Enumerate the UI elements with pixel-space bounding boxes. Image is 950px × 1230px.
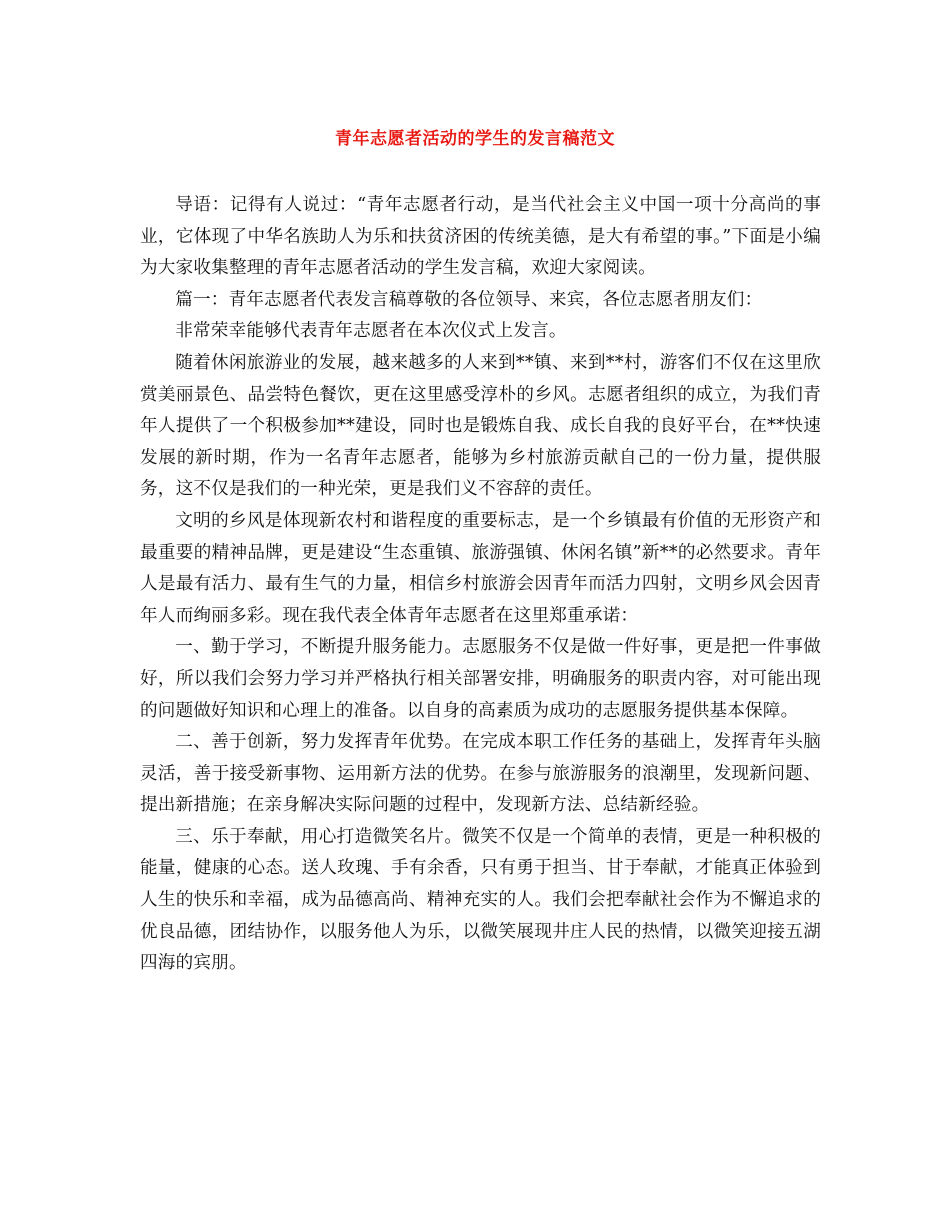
document-title: 青年志愿者活动的学生的发言稿范文 [335,129,615,149]
paragraph-pledge-two: 二、善于创新，努力发挥青年优势。在完成本职工作任务的基础上，发挥青年头脑灵活，善于接受新事物、运用新方法的优势。在参与旅游服务的浪潮里，发现新问题、提出新措施；在亲身解决实际问题的过程中，发现新方法、总结新经验。 [140,732,821,816]
paragraph-civilization: 文明的乡风是体现新农村和谐程度的重要标志，是一个乡镇最有价值的无形资产和最重要的精神品牌，更是建设“生态重镇、旅游强镇、休闲名镇”新**的必然要求。青年人是最有活力、最有生气的力量，相信乡村旅游会因青年而活力四射，文明乡风会因青年人而绚丽多彩。现在我代表全体青年志愿者在这里郑重承诺： [140,510,821,626]
paragraph-tourism: 随着休闲旅游业的发展，越来越多的人来到**镇、来到**村，游客们不仅在这里欣赏美丽景色、品尝特色餐饮，更在这里感受淳朴的乡风。志愿者组织的成立，为我们青年人提供了一个积极参加**建设，同时也是锻炼自我、成长自我的良好平台，在**快速发展的新时期，作为一名青年志愿者，能够为乡村旅游贡献自己的一份力量，提供服务，这不仅是我们的一种光荣，更是我们义不容辞的责任。 [140,352,821,500]
paragraph-opening: 非常荣幸能够代表青年志愿者在本次仪式上发言。 [175,321,567,342]
paragraph-pledge-three: 三、乐于奉献，用心打造微笑名片。微笑不仅是一个简单的表情，更是一种积极的能量，健康的心态。送人玫瑰、手有余香，只有勇于担当、甘于奉献，才能真正体验到人生的快乐和幸福，成为品德高尚、精神充实的人。我们会把奉献社会作为不懈追求的优良品德，团结协作，以服务他人为乐，以微笑展现井庄人民的热情，以微笑迎接五湖四海的宾朋。 [140,826,821,974]
paragraph-part-one-heading: 篇一：青年志愿者代表发言稿尊敬的各位领导、来宾，各位志愿者朋友们： [175,289,763,310]
paragraph-intro: 导语：记得有人说过：“青年志愿者行动，是当代社会主义中国一项十分高尚的事业，它体现了中华名族助人为乐和扶贫济困的传统美德，是大有希望的事。”下面是小编为大家收集整理的青年志愿者活动的学生发言稿，欢迎大家阅读。 [140,195,821,279]
paragraph-pledge-one: 一、勤于学习，不断提升服务能力。志愿服务不仅是做一件好事，更是把一件事做好，所以我们会努力学习并严格执行相关部署安排，明确服务的职责内容，对可能出现的问题做好知识和心理上的准备。以自身的高素质为成功的志愿服务提供基本保障。 [140,637,821,721]
document-body [140,190,821,980]
